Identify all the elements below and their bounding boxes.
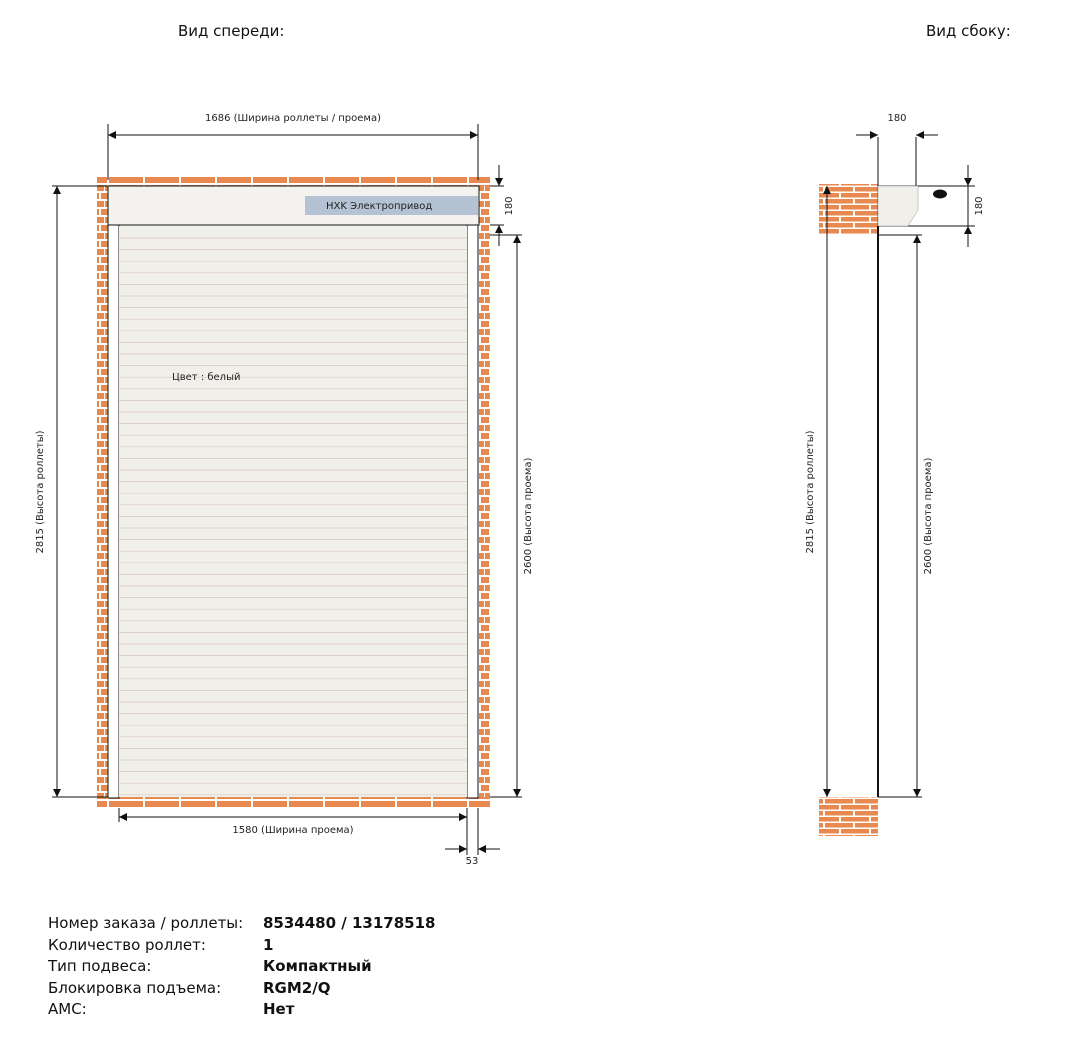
order-info [48,913,435,1021]
side-top-bricks [819,184,878,234]
roller-height-label: 2815 (Высота роллеты) [35,430,46,554]
front-view [35,113,534,867]
lift-lock-value: RGM2/Q [263,978,331,997]
left-brick-column [97,186,108,797]
order-info-row [48,935,435,957]
side-depth-label: 180 [887,113,907,124]
ams-label: АМС: [48,1000,87,1018]
left-guide-rail [108,225,119,798]
drive-badge-label: HXK Электропривод [326,201,433,212]
side-view-title: Вид сбоку: [926,22,1011,40]
opening-height-label: 2600 (Высота проема) [523,457,534,575]
order-info-row [48,956,435,978]
box-height-label: 180 [504,196,515,216]
front-view-title: Вид спереди: [178,22,285,40]
ams-value: Нет [263,1000,295,1018]
bottom-brick-row [97,797,490,808]
side-bottom-bricks [819,797,878,836]
mount-type-label: Тип подвеса: [48,957,152,975]
side-box-height-label: 180 [974,196,985,216]
right-brick-column [479,186,490,797]
opening-width-label: 1580 (Ширина проема) [232,825,354,836]
right-guide-rail [467,225,478,798]
side-box-inner [878,186,918,226]
color-label: Цвет : белый [172,372,241,383]
curtain [119,226,467,797]
mount-type-value: Компактный [263,957,372,975]
quantity-label: Количество роллет: [48,935,206,954]
guide-width-label: 53 [465,856,479,867]
order-number-label: Номер заказа / роллеты: [48,914,244,932]
order-info-row [48,913,435,935]
order-number-value: 8534480 / 13178518 [263,914,436,932]
side-opening-height-label: 2600 (Высота проема) [923,457,934,575]
order-info-row [48,999,435,1021]
side-box-axle [933,190,947,199]
lift-lock-label: Блокировка подъема: [48,978,222,997]
quantity-value: 1 [263,935,274,954]
top-brick-row [97,176,490,186]
side-roller-height-label: 2815 (Высота роллеты) [805,430,816,554]
side-view [805,113,985,836]
order-info-row [48,978,435,1000]
roller-width-label: 1686 (Ширина роллеты / проема) [205,113,381,124]
